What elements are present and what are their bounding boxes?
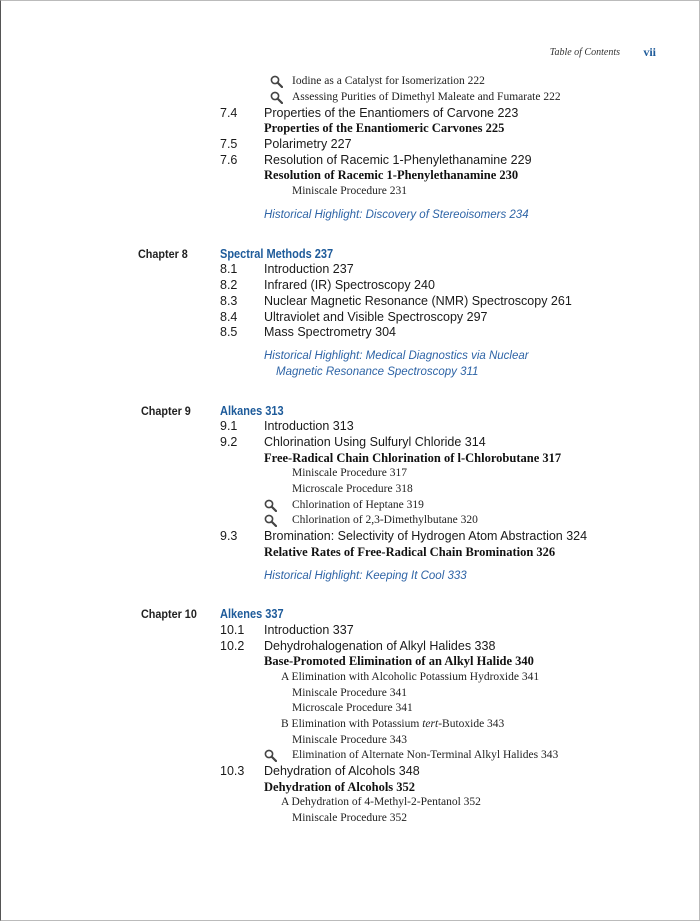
procedure-entry: Miniscale Procedure 341 xyxy=(292,687,407,699)
historical-highlight: Historical Highlight: Discovery of Stereoisomers 234 xyxy=(264,209,529,221)
section-title: Nuclear Magnetic Resonance (NMR) Spectroscopy 261 xyxy=(264,294,572,308)
section-title: Ultraviolet and Visible Spectroscopy 297 xyxy=(264,310,488,324)
section-number: 9.1 xyxy=(220,419,238,433)
section-number: 10.1 xyxy=(220,623,245,637)
toc-entry: Chlorination of 2,3-Dimethylbutane 320 xyxy=(292,514,478,526)
procedure-entry: Miniscale Procedure 343 xyxy=(292,734,407,746)
procedure-entry: Miniscale Procedure 317 xyxy=(292,467,407,479)
part-entry: A Dehydration of 4-Methyl-2-Pentanol 352 xyxy=(281,796,481,808)
section-title: Dehydration of Alcohols 348 xyxy=(264,764,420,778)
procedure-entry: Miniscale Procedure 231 xyxy=(292,185,407,197)
page-number: vii xyxy=(643,45,656,59)
experiment-title: Base-Promoted Elimination of an Alkyl Halide 340 xyxy=(264,654,534,668)
section-number: 8.1 xyxy=(220,262,238,276)
section-number: 7.4 xyxy=(220,106,238,120)
section-number: 8.2 xyxy=(220,278,238,292)
running-title: Table of Contents xyxy=(549,47,620,58)
chapter-title: Alkenes 337 xyxy=(220,607,284,621)
part-entry-text: -Butoxide 343 xyxy=(438,718,505,730)
toc-entry: Elimination of Alternate Non-Terminal Alkyl Halides 343 xyxy=(292,749,559,761)
chapter-label: Chapter 10 xyxy=(141,607,197,621)
part-entry-italic: tert xyxy=(422,718,439,730)
procedure-entry: Miniscale Procedure 352 xyxy=(292,812,407,824)
section-title: Infrared (IR) Spectroscopy 240 xyxy=(264,278,435,292)
section-number: 8.4 xyxy=(220,310,238,324)
section-title: Chlorination Using Sulfuryl Chloride 314 xyxy=(264,435,486,449)
magnifier-icon xyxy=(264,749,277,762)
section-title: Introduction 313 xyxy=(264,419,354,433)
section-number: 7.5 xyxy=(220,137,238,151)
section-number: 8.5 xyxy=(220,325,238,339)
toc-entry: Chlorination of Heptane 319 xyxy=(292,499,424,511)
chapter-label: Chapter 9 xyxy=(141,404,191,418)
experiment-title: Free-Radical Chain Chlorination of l-Chlorobutane 317 xyxy=(264,451,562,465)
chapter-title: Alkanes 313 xyxy=(220,404,284,418)
magnifier-icon xyxy=(270,91,283,104)
procedure-entry: Microscale Procedure 341 xyxy=(292,702,413,714)
section-number: 10.3 xyxy=(220,764,245,778)
toc-entry: Iodine as a Catalyst for Isomerization 222 xyxy=(292,75,485,87)
section-title: Mass Spectrometry 304 xyxy=(264,325,396,339)
chapter-title: Spectral Methods 237 xyxy=(220,247,334,261)
magnifier-icon xyxy=(270,75,283,88)
experiment-title: Resolution of Racemic 1-Phenylethanamine 230 xyxy=(264,168,519,182)
section-title: Dehydrohalogenation of Alkyl Halides 338 xyxy=(264,639,496,653)
section-title: Introduction 237 xyxy=(264,262,354,276)
chapter-label: Chapter 8 xyxy=(138,247,188,261)
experiment-title: Properties of the Enantiomeric Carvones 225 xyxy=(264,121,505,135)
section-title: Introduction 337 xyxy=(264,623,354,637)
section-number: 7.6 xyxy=(220,153,238,167)
magnifier-icon xyxy=(264,499,277,512)
section-title: Properties of the Enantiomers of Carvone 223 xyxy=(264,106,519,120)
section-title: Polarimetry 227 xyxy=(264,137,352,151)
historical-highlight: Magnetic Resonance Spectroscopy 311 xyxy=(276,366,479,378)
part-entry-text: B Elimination with Potassium xyxy=(281,718,423,730)
historical-highlight: Historical Highlight: Medical Diagnostics via Nuclear xyxy=(264,350,529,362)
procedure-entry: Microscale Procedure 318 xyxy=(292,483,413,495)
section-number: 9.2 xyxy=(220,435,238,449)
section-number: 10.2 xyxy=(220,639,245,653)
experiment-title: Relative Rates of Free-Radical Chain Bromination 326 xyxy=(264,545,556,559)
section-title: Resolution of Racemic 1-Phenylethanamine 229 xyxy=(264,153,532,167)
section-number: 8.3 xyxy=(220,294,238,308)
toc-entry: Assessing Purities of Dimethyl Maleate and Fumarate 222 xyxy=(292,91,561,103)
experiment-title: Dehydration of Alcohols 352 xyxy=(264,780,416,794)
section-number: 9.3 xyxy=(220,529,238,543)
section-title: Bromination: Selectivity of Hydrogen Atom Abstraction 324 xyxy=(264,529,588,543)
part-entry: A Elimination with Alcoholic Potassium Hydroxide 341 xyxy=(281,671,540,683)
historical-highlight: Historical Highlight: Keeping It Cool 333 xyxy=(264,570,467,582)
magnifier-icon xyxy=(264,514,277,527)
part-entry xyxy=(281,718,504,730)
